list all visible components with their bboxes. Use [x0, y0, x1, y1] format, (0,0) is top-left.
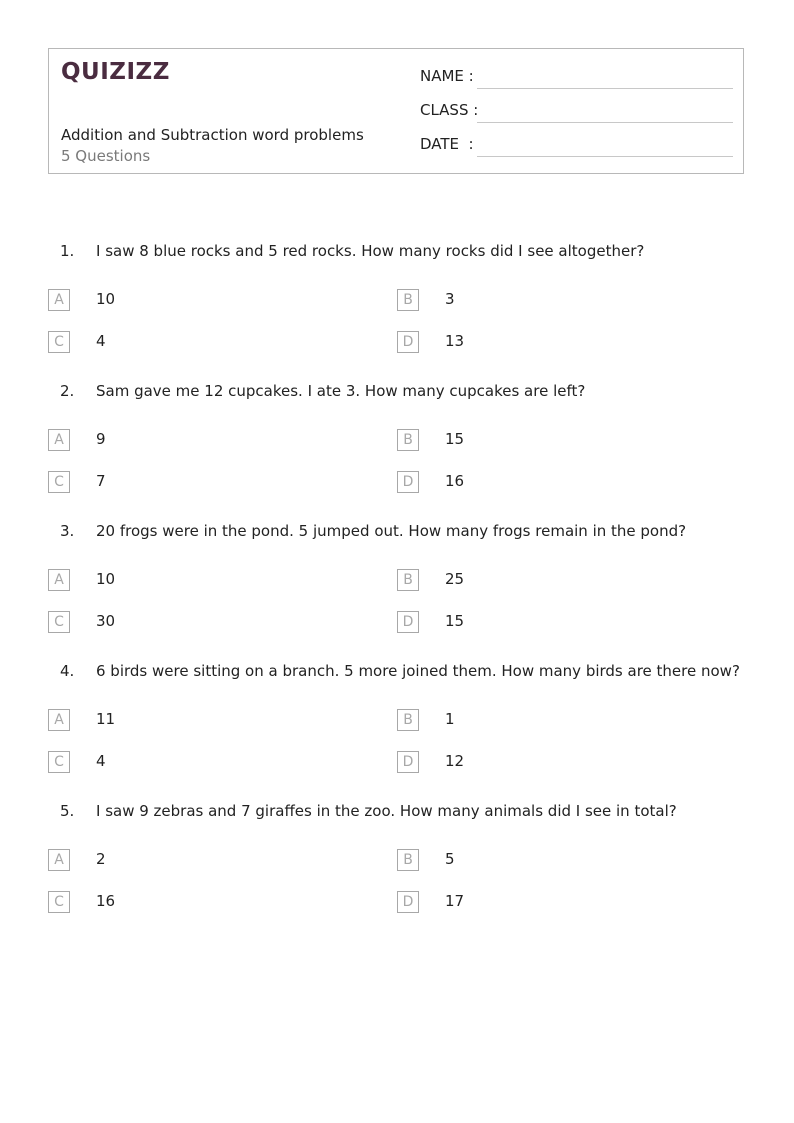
worksheet-header [48, 48, 744, 174]
option-value: 1 [445, 710, 455, 728]
option-letter-box: D [397, 891, 419, 913]
question-number: 3. [60, 522, 75, 540]
option-letter-box: D [397, 471, 419, 493]
option-value: 3 [445, 290, 455, 308]
question-text: I saw 8 blue rocks and 5 red rocks. How many rocks did I see altogether? [96, 242, 645, 260]
date-input-line[interactable] [477, 156, 733, 157]
worksheet-title: Addition and Subtraction word problems [61, 126, 364, 144]
quizizz-logo: QUIZIZZ [61, 59, 170, 85]
question-text: 20 frogs were in the pond. 5 jumped out. How many frogs remain in the pond? [96, 522, 687, 540]
question-4 [0, 662, 794, 802]
option-letter-box: B [397, 709, 419, 731]
option-value: 5 [445, 850, 455, 868]
class-field [420, 101, 733, 123]
option-letter-box: D [397, 331, 419, 353]
name-input-line[interactable] [477, 88, 733, 89]
option-value: 4 [96, 332, 106, 350]
name-label: NAME : [420, 67, 474, 85]
question-5 [0, 802, 794, 942]
question-text: Sam gave me 12 cupcakes. I ate 3. How many cupcakes are left? [96, 382, 586, 400]
option-value: 15 [445, 612, 465, 630]
question-2 [0, 382, 794, 522]
class-label: CLASS : [420, 101, 479, 119]
option-letter-box: C [48, 751, 70, 773]
option-letter-box: C [48, 611, 70, 633]
option-value: 17 [445, 892, 465, 910]
question-3 [0, 522, 794, 662]
question-number: 1. [60, 242, 75, 260]
option-value: 9 [96, 430, 106, 448]
option-value: 30 [96, 612, 116, 630]
option-value: 16 [96, 892, 116, 910]
question-text: I saw 9 zebras and 7 giraffes in the zoo. How many animals did I see in total? [96, 802, 677, 820]
option-value: 13 [445, 332, 465, 350]
option-value: 7 [96, 472, 106, 490]
class-input-line[interactable] [477, 122, 733, 123]
option-value: 10 [96, 570, 116, 588]
option-value: 12 [445, 752, 465, 770]
option-value: 10 [96, 290, 116, 308]
option-letter-box: A [48, 849, 70, 871]
question-1 [0, 242, 794, 382]
option-letter-box: A [48, 569, 70, 591]
option-letter-box: A [48, 429, 70, 451]
name-field [420, 67, 733, 89]
question-text: 6 birds were sitting on a branch. 5 more joined them. How many birds are there now? [96, 662, 740, 680]
option-letter-box: C [48, 891, 70, 913]
date-field [420, 135, 733, 157]
question-number: 4. [60, 662, 75, 680]
option-letter-box: B [397, 289, 419, 311]
option-letter-box: D [397, 611, 419, 633]
option-value: 2 [96, 850, 106, 868]
option-letter-box: A [48, 709, 70, 731]
option-letter-box: D [397, 751, 419, 773]
date-label: DATE : [420, 135, 474, 153]
option-letter-box: C [48, 331, 70, 353]
option-value: 4 [96, 752, 106, 770]
option-letter-box: B [397, 849, 419, 871]
question-number: 2. [60, 382, 75, 400]
option-letter-box: B [397, 569, 419, 591]
option-value: 16 [445, 472, 465, 490]
option-value: 11 [96, 710, 116, 728]
option-letter-box: C [48, 471, 70, 493]
option-value: 25 [445, 570, 465, 588]
question-number: 5. [60, 802, 75, 820]
option-value: 15 [445, 430, 465, 448]
option-letter-box: B [397, 429, 419, 451]
option-letter-box: A [48, 289, 70, 311]
question-count: 5 Questions [61, 147, 151, 165]
